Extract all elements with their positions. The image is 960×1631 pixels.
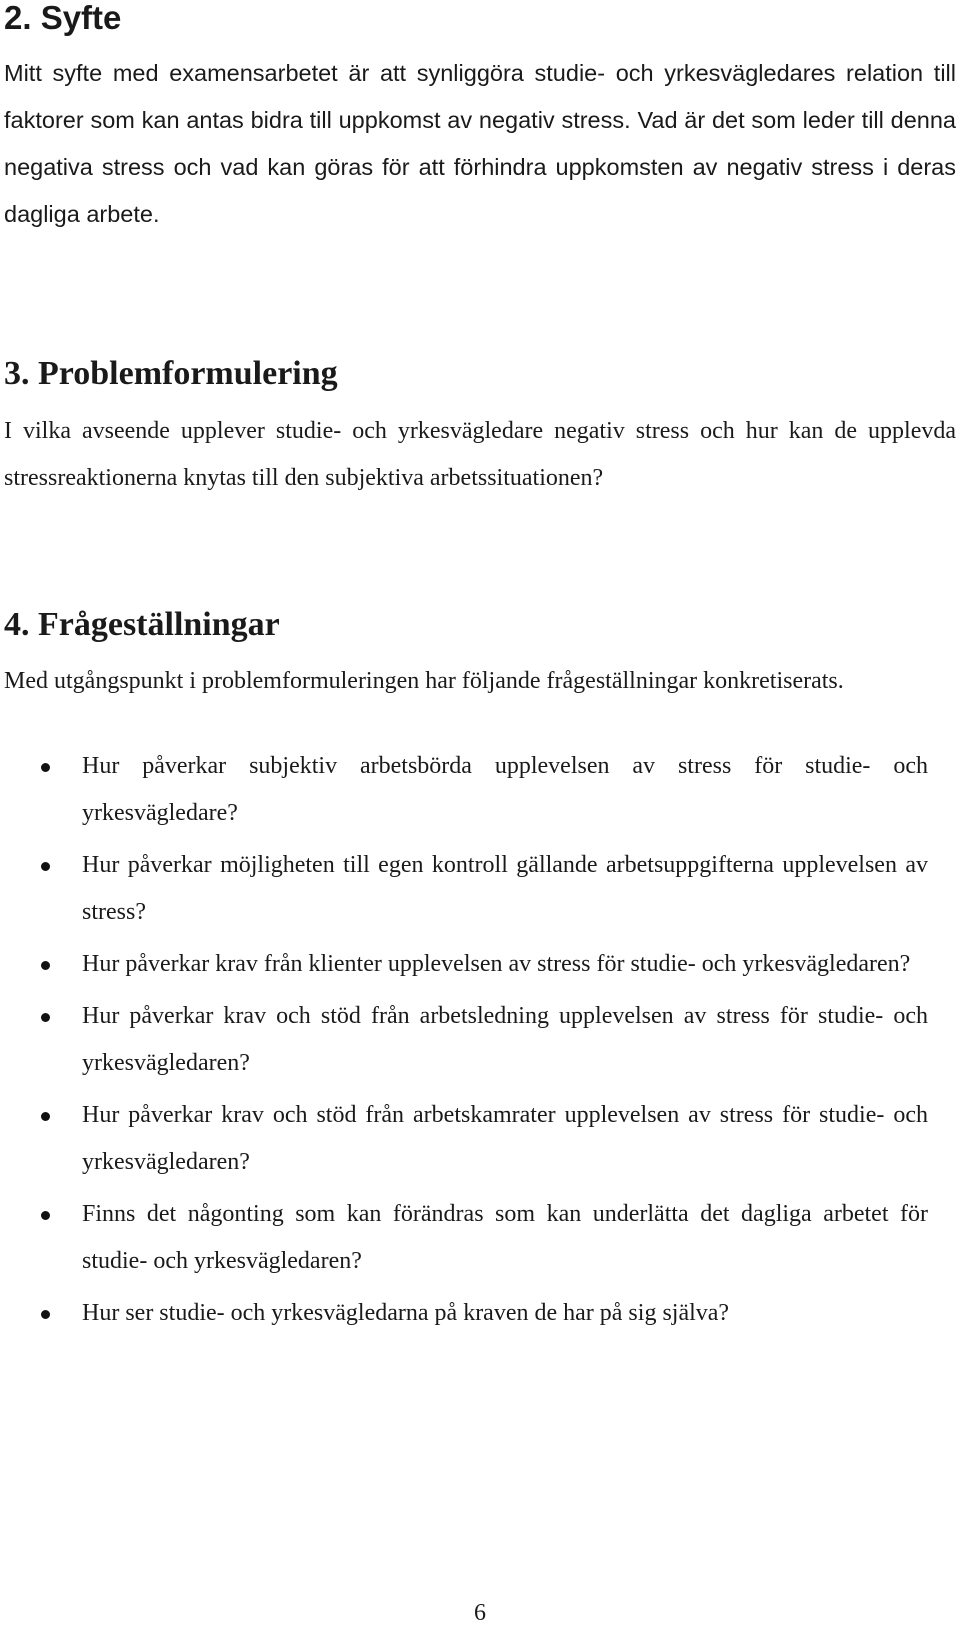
page-number: 6 — [474, 1600, 486, 1626]
bullet-icon — [41, 961, 50, 970]
list-item — [0, 1290, 928, 1337]
list-item — [0, 743, 928, 837]
list-item — [0, 1191, 928, 1285]
list-item-text: Finns det någonting som kan förändras som kan underlätta det dagliga arbetet för studie- och yrkesvägledaren? — [82, 1201, 928, 1274]
paragraph-syfte: Mitt syfte med examensarbetet är att synliggöra studie- och yrkesvägledares relation till faktorer som kan antas bidra till uppkomst av negativ stress. Vad är det som leder till denna negativa stress och vad kan göras för att förhindra uppkomsten av negativ stress i deras dagliga arbete. — [4, 60, 956, 227]
list-item-text: Hur påverkar subjektiv arbetsbörda upplevelsen av stress för studie- och yrkesvägledare? — [82, 753, 928, 826]
bullet-icon — [41, 862, 50, 871]
list-item-text: Hur ser studie- och yrkesvägledarna på kraven de har på sig själva? — [82, 1300, 730, 1326]
paragraph-fragestallningar-intro: Med utgångspunkt i problemformuleringen har följande frågeställningar konkretiserats. — [4, 668, 844, 694]
bullet-icon — [41, 1310, 50, 1319]
list-item — [0, 842, 928, 936]
list-item-text: Hur påverkar krav och stöd från arbetsledning upplevelsen av stress för studie- och yrkesvägledaren? — [82, 1003, 928, 1076]
heading-fragestallningar: 4. Frågeställningar — [4, 606, 280, 643]
list-item — [0, 993, 928, 1087]
bullet-icon — [41, 763, 50, 772]
bullet-icon — [41, 1112, 50, 1121]
heading-syfte: 2. Syfte — [4, 0, 122, 36]
question-list — [0, 743, 960, 1342]
list-item-text: Hur påverkar möjligheten till egen kontroll gällande arbetsuppgifterna upplevelsen av stress? — [82, 852, 928, 925]
list-item-text: Hur påverkar krav och stöd från arbetskamrater upplevelsen av stress för studie- och yrkesvägledaren? — [82, 1102, 928, 1175]
paragraph-problemformulering: I vilka avseende upplever studie- och yrkesvägledare negativ stress och hur kan de upplevda stressreaktionerna knytas till den subjektiva arbetssituationen? — [4, 418, 956, 491]
list-item — [0, 941, 928, 988]
list-item-text: Hur påverkar krav från klienter upplevelsen av stress för studie- och yrkesvägledaren? — [82, 951, 911, 977]
list-item — [0, 1092, 928, 1186]
heading-problemformulering: 3. Problemformulering — [4, 355, 338, 392]
bullet-icon — [41, 1211, 50, 1220]
bullet-icon — [41, 1013, 50, 1022]
